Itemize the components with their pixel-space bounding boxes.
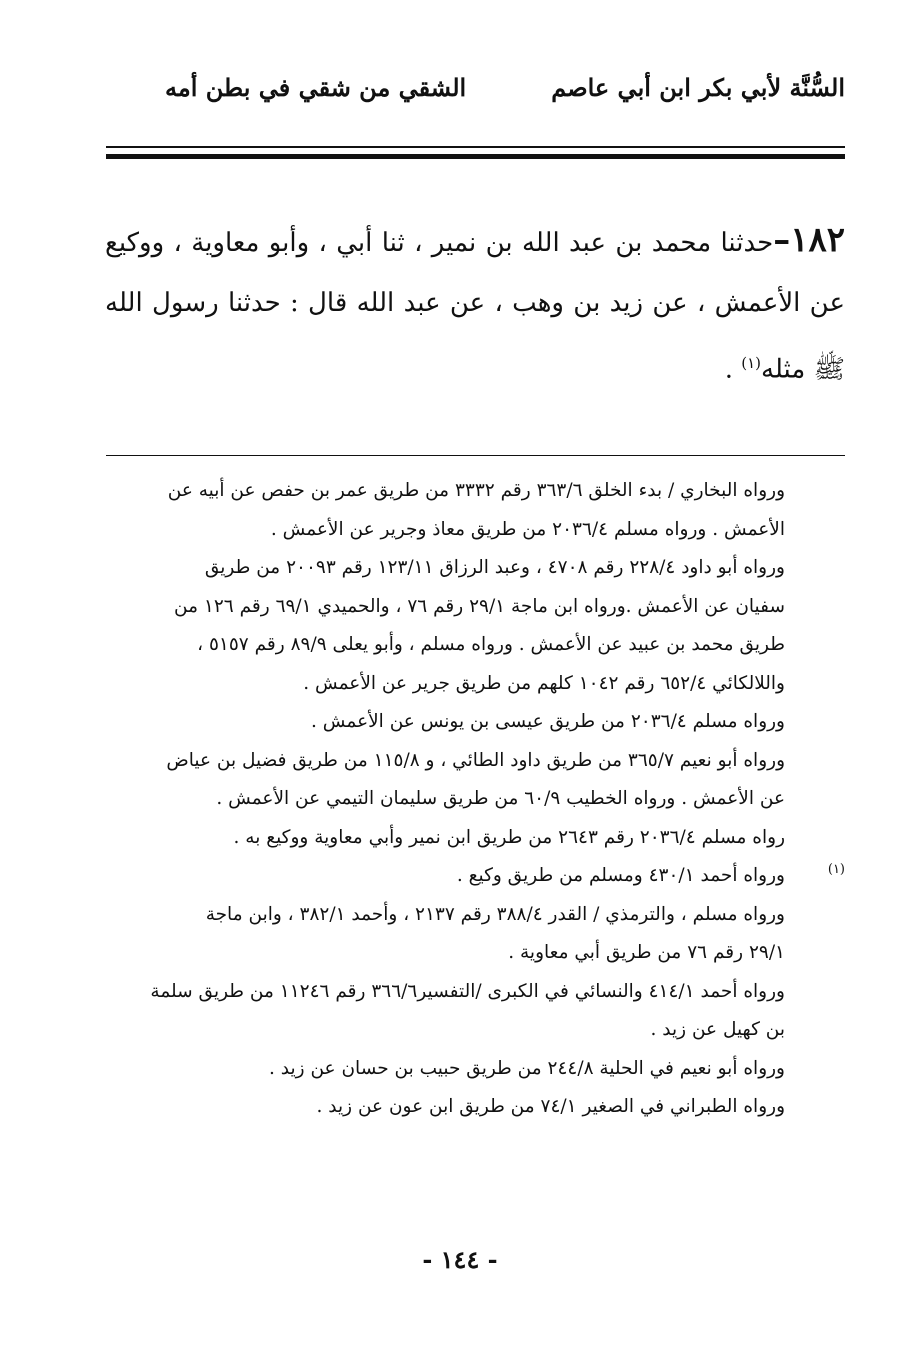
header-rule-thin bbox=[106, 146, 845, 148]
hadith-end: . bbox=[724, 354, 742, 385]
hadith-dash: – bbox=[773, 220, 791, 260]
footnote-line: ورواه أحمد ٤٣٠/١ ومسلم من طريق وكيع . bbox=[456, 865, 785, 886]
footnote-line: الأعمش . ورواه مسلم ٢٠٣٦/٤ من طريق معاذ وجرير عن الأعمش . bbox=[270, 518, 785, 540]
footnote-line: ورواه مسلم ٢٠٣٦/٤ من طريق عيسى بن يونس عن الأعمش . bbox=[311, 711, 785, 732]
footnote-separator bbox=[106, 455, 845, 456]
footnote-line: رواه مسلم ٢٠٣٦/٤ رقم ٢٦٤٣ من طريق ابن نمير وأبي معاوية ووكيع به . bbox=[233, 826, 785, 848]
footnote-line: ورواه أبو نعيم في الحلية ٢٤٤/٨ من طريق حبيب بن حسان عن زيد . bbox=[269, 1057, 785, 1079]
page-number: - ١٤٤ - bbox=[422, 1245, 498, 1274]
footnote-reference[interactable]: (١) bbox=[741, 354, 761, 372]
footnote-line: ٢٩/١ رقم ٧٦ من طريق أبي معاوية . bbox=[508, 942, 785, 963]
chapter-title: الشقي من شقي في بطن أمه bbox=[165, 73, 467, 102]
footnote-line: ورواه أحمد ٤١٤/١ والنسائي في الكبرى /التفسير٣٦٦/٦ رقم ١١٢٤٦ من طريق سلمة bbox=[150, 980, 785, 1002]
footnote-line: بن كهيل عن زيد . bbox=[650, 1019, 785, 1040]
footnote-marker: (١) bbox=[827, 862, 845, 877]
footnote-line: ورواه الطبراني في الصغير ٧٤/١ من طريق ابن عون عن زيد . bbox=[316, 1096, 785, 1117]
footnote-line: واللالكائي ٦٥٢/٤ رقم ١٠٤٢ كلهم من طريق جرير عن الأعمش . bbox=[303, 672, 785, 694]
book-title: السُّنَّة لأبي بكر ابن أبي عاصم bbox=[551, 73, 845, 102]
footnote-line: طريق محمد بن عبيد عن الأعمش . ورواه مسلم ، وأبو يعلى ٨٩/٩ رقم ٥١٥٧ ، bbox=[197, 634, 785, 655]
hadith-number: ١٨٢ bbox=[790, 220, 845, 260]
footnote-line: ورواه أبو داود ٢٢٨/٤ رقم ٤٧٠٨ ، وعبد الرزاق ١٢٣/١١ رقم ٢٠٠٩٣ من طريق bbox=[204, 557, 785, 578]
hadith-paragraph bbox=[105, 210, 845, 400]
header-rule-thick bbox=[106, 154, 845, 159]
footnote-line: ورواه البخاري / بدء الخلق ٣٦٣/٦ رقم ٣٣٣٢ من طريق عمر بن حفص عن أبيه عن bbox=[167, 480, 785, 501]
footnote-line: ورواه أبو نعيم ٣٦٥/٧ من طريق داود الطائي ، و ١١٥/٨ من طريق فضيل بن عياض bbox=[166, 749, 785, 771]
footnote-line: ورواه مسلم ، والترمذي / القدر ٣٨٨/٤ رقم ٢١٣٧ ، وأحمد ٣٨٢/١ ، وابن ماجة bbox=[205, 903, 785, 925]
hadith-text: حدثنا محمد بن عبد الله بن نمير ، ثنا أبي ، وأبو معاوية ، ووكيع عن الأعمش ، عن زيد بن وهب ، عن عبد الله قال : حدثنا رسول الله ﷺ مثله bbox=[105, 228, 845, 385]
footnote-line: سفيان عن الأعمش .ورواه ابن ماجة ٢٩/١ رقم ٧٦ ، والحميدي ٦٩/١ رقم ١٢٦ من bbox=[174, 595, 785, 617]
footnote-block bbox=[105, 472, 785, 1127]
footnote-line: عن الأعمش . ورواه الخطيب ٦٠/٩ من طريق سليمان التيمي عن الأعمش . bbox=[216, 788, 785, 809]
